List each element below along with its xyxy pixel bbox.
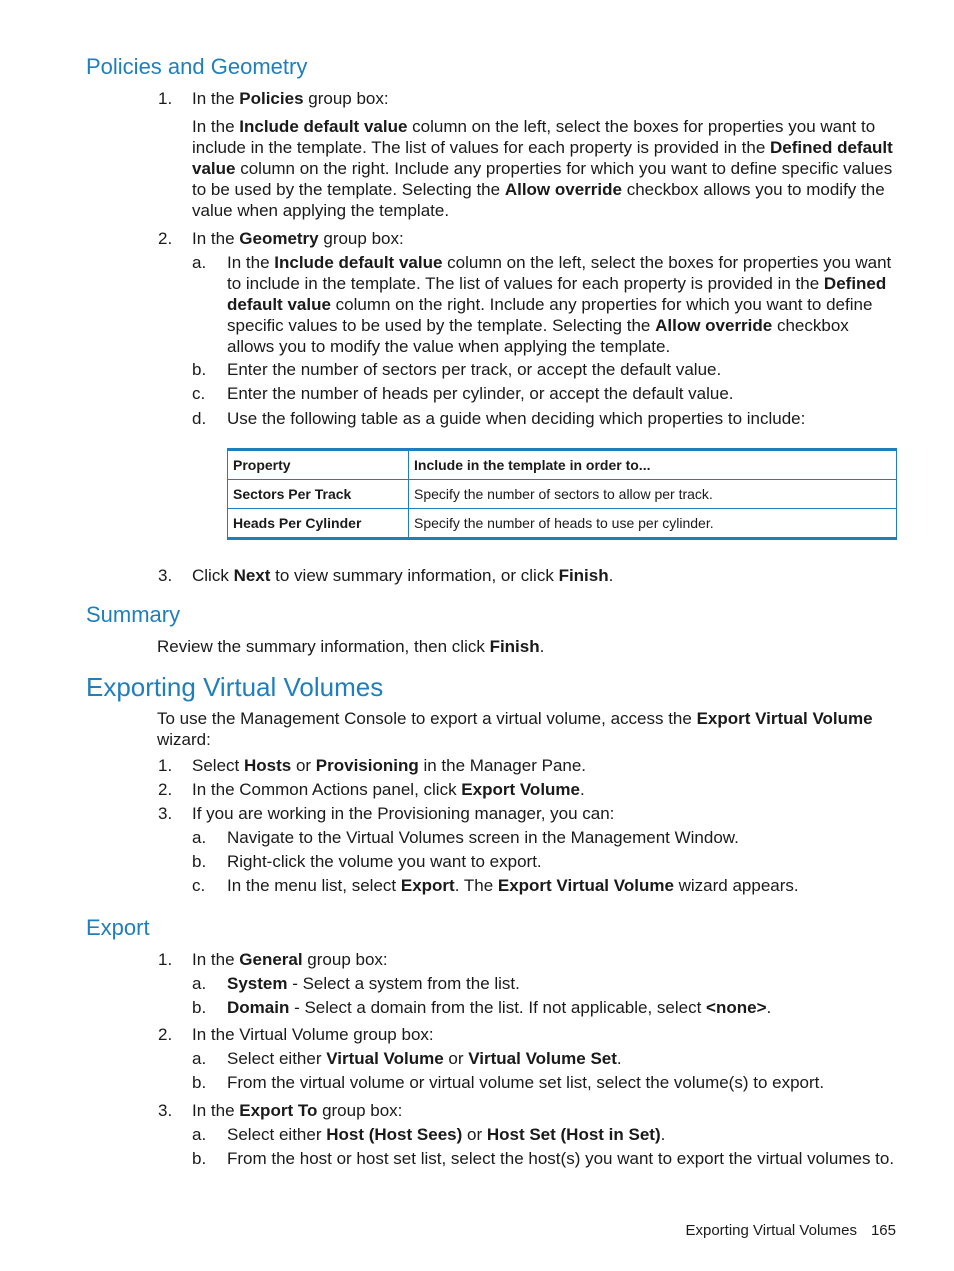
text: in the Manager Pane. (418, 756, 587, 775)
text: group box: (303, 89, 389, 108)
section-heading-policies-geometry: Policies and Geometry (86, 54, 308, 79)
list-letter: a. (192, 1049, 207, 1068)
bold-term: Host Set (Host in Set) (486, 1125, 661, 1144)
list-letter: a. (192, 828, 207, 847)
list-letter: b. (192, 1073, 207, 1092)
bold-term: Include default value (274, 253, 443, 272)
bold-term: <none> (706, 998, 767, 1017)
list-letter: d. (192, 409, 207, 428)
text: In the (192, 1101, 240, 1120)
text: . (766, 998, 772, 1017)
table-header-row (228, 450, 897, 480)
text: to view summary information, or click (270, 566, 559, 585)
table-row (228, 480, 897, 509)
text: . (539, 637, 545, 656)
list-letter: b. (192, 852, 207, 871)
bold-term: Export (400, 876, 455, 895)
text: wizard appears. (673, 876, 799, 895)
text: group box: (318, 229, 404, 248)
list-item: Enter the number of heads per cylinder, or accept the default value. (227, 384, 734, 403)
list-number: 1. (158, 950, 173, 969)
footer-title: Exporting Virtual Volumes (685, 1222, 857, 1239)
bold-term: Virtual Volume Set (468, 1049, 617, 1068)
table-cell: Heads Per Cylinder (228, 509, 409, 539)
list-number: 2. (158, 1025, 173, 1044)
list-letter: a. (192, 1125, 207, 1144)
text: To use the Management Console to export a virtual volume, access the (157, 709, 697, 728)
text: or (462, 1125, 487, 1144)
text: group box: (302, 950, 388, 969)
text: Select either (227, 1125, 327, 1144)
list-item (192, 779, 585, 800)
paragraph (192, 116, 898, 221)
list-item (227, 1048, 622, 1069)
list-item (227, 875, 799, 896)
text: In the menu list, select (227, 876, 401, 895)
bold-term: Allow override (655, 316, 773, 335)
text: - Select a system from the list. (287, 974, 520, 993)
bold-term: Include default value (239, 117, 408, 136)
bold-term: Finish (558, 566, 609, 585)
list-item (192, 565, 613, 586)
list-number: 2. (158, 229, 173, 248)
paragraph (157, 708, 877, 750)
text: checkbox allows you to modify the value when applying the template. (227, 316, 849, 356)
text: . (608, 566, 614, 585)
text: column on the right. Include any properties for which you want to define specific values to be used by the template. Selecting the (227, 295, 873, 335)
text: wizard: (157, 730, 211, 749)
text: In the (192, 229, 240, 248)
text: Click (192, 566, 234, 585)
section-heading-summary: Summary (86, 602, 181, 627)
list-letter: b. (192, 998, 207, 1017)
text: column on the right. Include any properties for which you want to define specific values to be used by the template. Selecting the (192, 159, 893, 199)
list-item (227, 997, 771, 1018)
bold-term: Domain (227, 998, 290, 1017)
page-footer (671, 1222, 896, 1239)
list-letter: a. (192, 253, 207, 272)
bold-term: Next (233, 566, 271, 585)
bold-term: Provisioning (315, 756, 419, 775)
bold-term: Export Virtual Volume (696, 709, 873, 728)
list-letter: c. (192, 876, 206, 895)
text: or (443, 1049, 469, 1068)
text: . (616, 1049, 622, 1068)
bold-term: Defined default value (192, 138, 893, 178)
list-item: From the virtual volume or virtual volume set list, select the volume(s) to export. (227, 1073, 825, 1092)
table-cell: Sectors Per Track (228, 480, 409, 509)
text: Select (192, 756, 244, 775)
bold-term: Defined default value (227, 274, 887, 314)
list-letter: c. (192, 384, 206, 403)
text: - Select a domain from the list. If not applicable, select (289, 998, 707, 1017)
text: In the (192, 950, 240, 969)
text: column on the left, select the boxes for properties you want to include in the template. The list of values for each property is provided in the (192, 117, 876, 157)
bold-term: Hosts (243, 756, 292, 775)
bold-term: Allow override (504, 180, 622, 199)
list-item (192, 1100, 402, 1121)
bold-term: Export Volume (461, 780, 580, 799)
text: column on the left, select the boxes for properties you want to include in the template. The list of values for each property is provided in the (227, 253, 892, 293)
bold-term: Geometry (239, 229, 319, 248)
text: In the Common Actions panel, click (192, 780, 462, 799)
list-item: Navigate to the Virtual Volumes screen in the Management Window. (227, 828, 739, 847)
bold-term: Export Virtual Volume (497, 876, 674, 895)
list-item: In the Virtual Volume group box: (192, 1025, 434, 1044)
text: In the (227, 253, 275, 272)
list-letter: a. (192, 974, 207, 993)
list-number: 1. (158, 756, 173, 775)
properties-table (227, 448, 897, 540)
bold-term: System (227, 974, 288, 993)
text: . The (454, 876, 498, 895)
list-number: 3. (158, 566, 173, 585)
table-header-cell: Include in the template in order to... (409, 450, 897, 480)
bold-term: Export To (239, 1101, 318, 1120)
bold-term: Virtual Volume (326, 1049, 444, 1068)
text: In the (192, 117, 240, 136)
table-cell: Specify the number of heads to use per cylinder. (409, 509, 897, 539)
list-item: Enter the number of sectors per track, or accept the default value. (227, 360, 722, 379)
list-number: 1. (158, 89, 173, 108)
text: checkbox allows you to modify the value when applying the template. (192, 180, 885, 220)
text: Review the summary information, then click (157, 637, 490, 656)
table-header-cell: Property (228, 450, 409, 480)
list-item (192, 228, 404, 249)
bold-term: Host (Host Sees) (326, 1125, 463, 1144)
bold-term: Finish (489, 637, 540, 656)
list-letter: b. (192, 1149, 207, 1168)
list-item: Use the following table as a guide when deciding which properties to include: (227, 409, 806, 428)
list-item (227, 1124, 665, 1145)
text: . (660, 1125, 666, 1144)
bold-term: Policies (239, 89, 304, 108)
list-number: 3. (158, 804, 173, 823)
text: group box: (317, 1101, 403, 1120)
bold-term: General (239, 950, 303, 969)
list-item: From the host or host set list, select the host(s) you want to export the virtual volumes to. (227, 1149, 895, 1168)
text: . (580, 780, 585, 799)
page-number: 165 (870, 1222, 896, 1239)
table-cell: Specify the number of sectors to allow per track. (409, 480, 897, 509)
list-item (192, 88, 389, 109)
text: In the (192, 89, 240, 108)
list-number: 3. (158, 1101, 173, 1120)
section-heading-exporting: Exporting Virtual Volumes (86, 672, 384, 702)
list-number: 2. (158, 780, 173, 799)
table-row (228, 509, 897, 539)
list-item: Right-click the volume you want to export. (227, 852, 542, 871)
paragraph (157, 636, 544, 657)
text: or (291, 756, 316, 775)
text: Select either (227, 1049, 327, 1068)
list-item: If you are working in the Provisioning manager, you can: (192, 804, 615, 823)
list-item (192, 949, 388, 970)
list-item (227, 973, 520, 994)
list-item (227, 252, 899, 357)
list-item (192, 755, 586, 776)
list-letter: b. (192, 360, 207, 379)
section-heading-export: Export (86, 915, 150, 940)
